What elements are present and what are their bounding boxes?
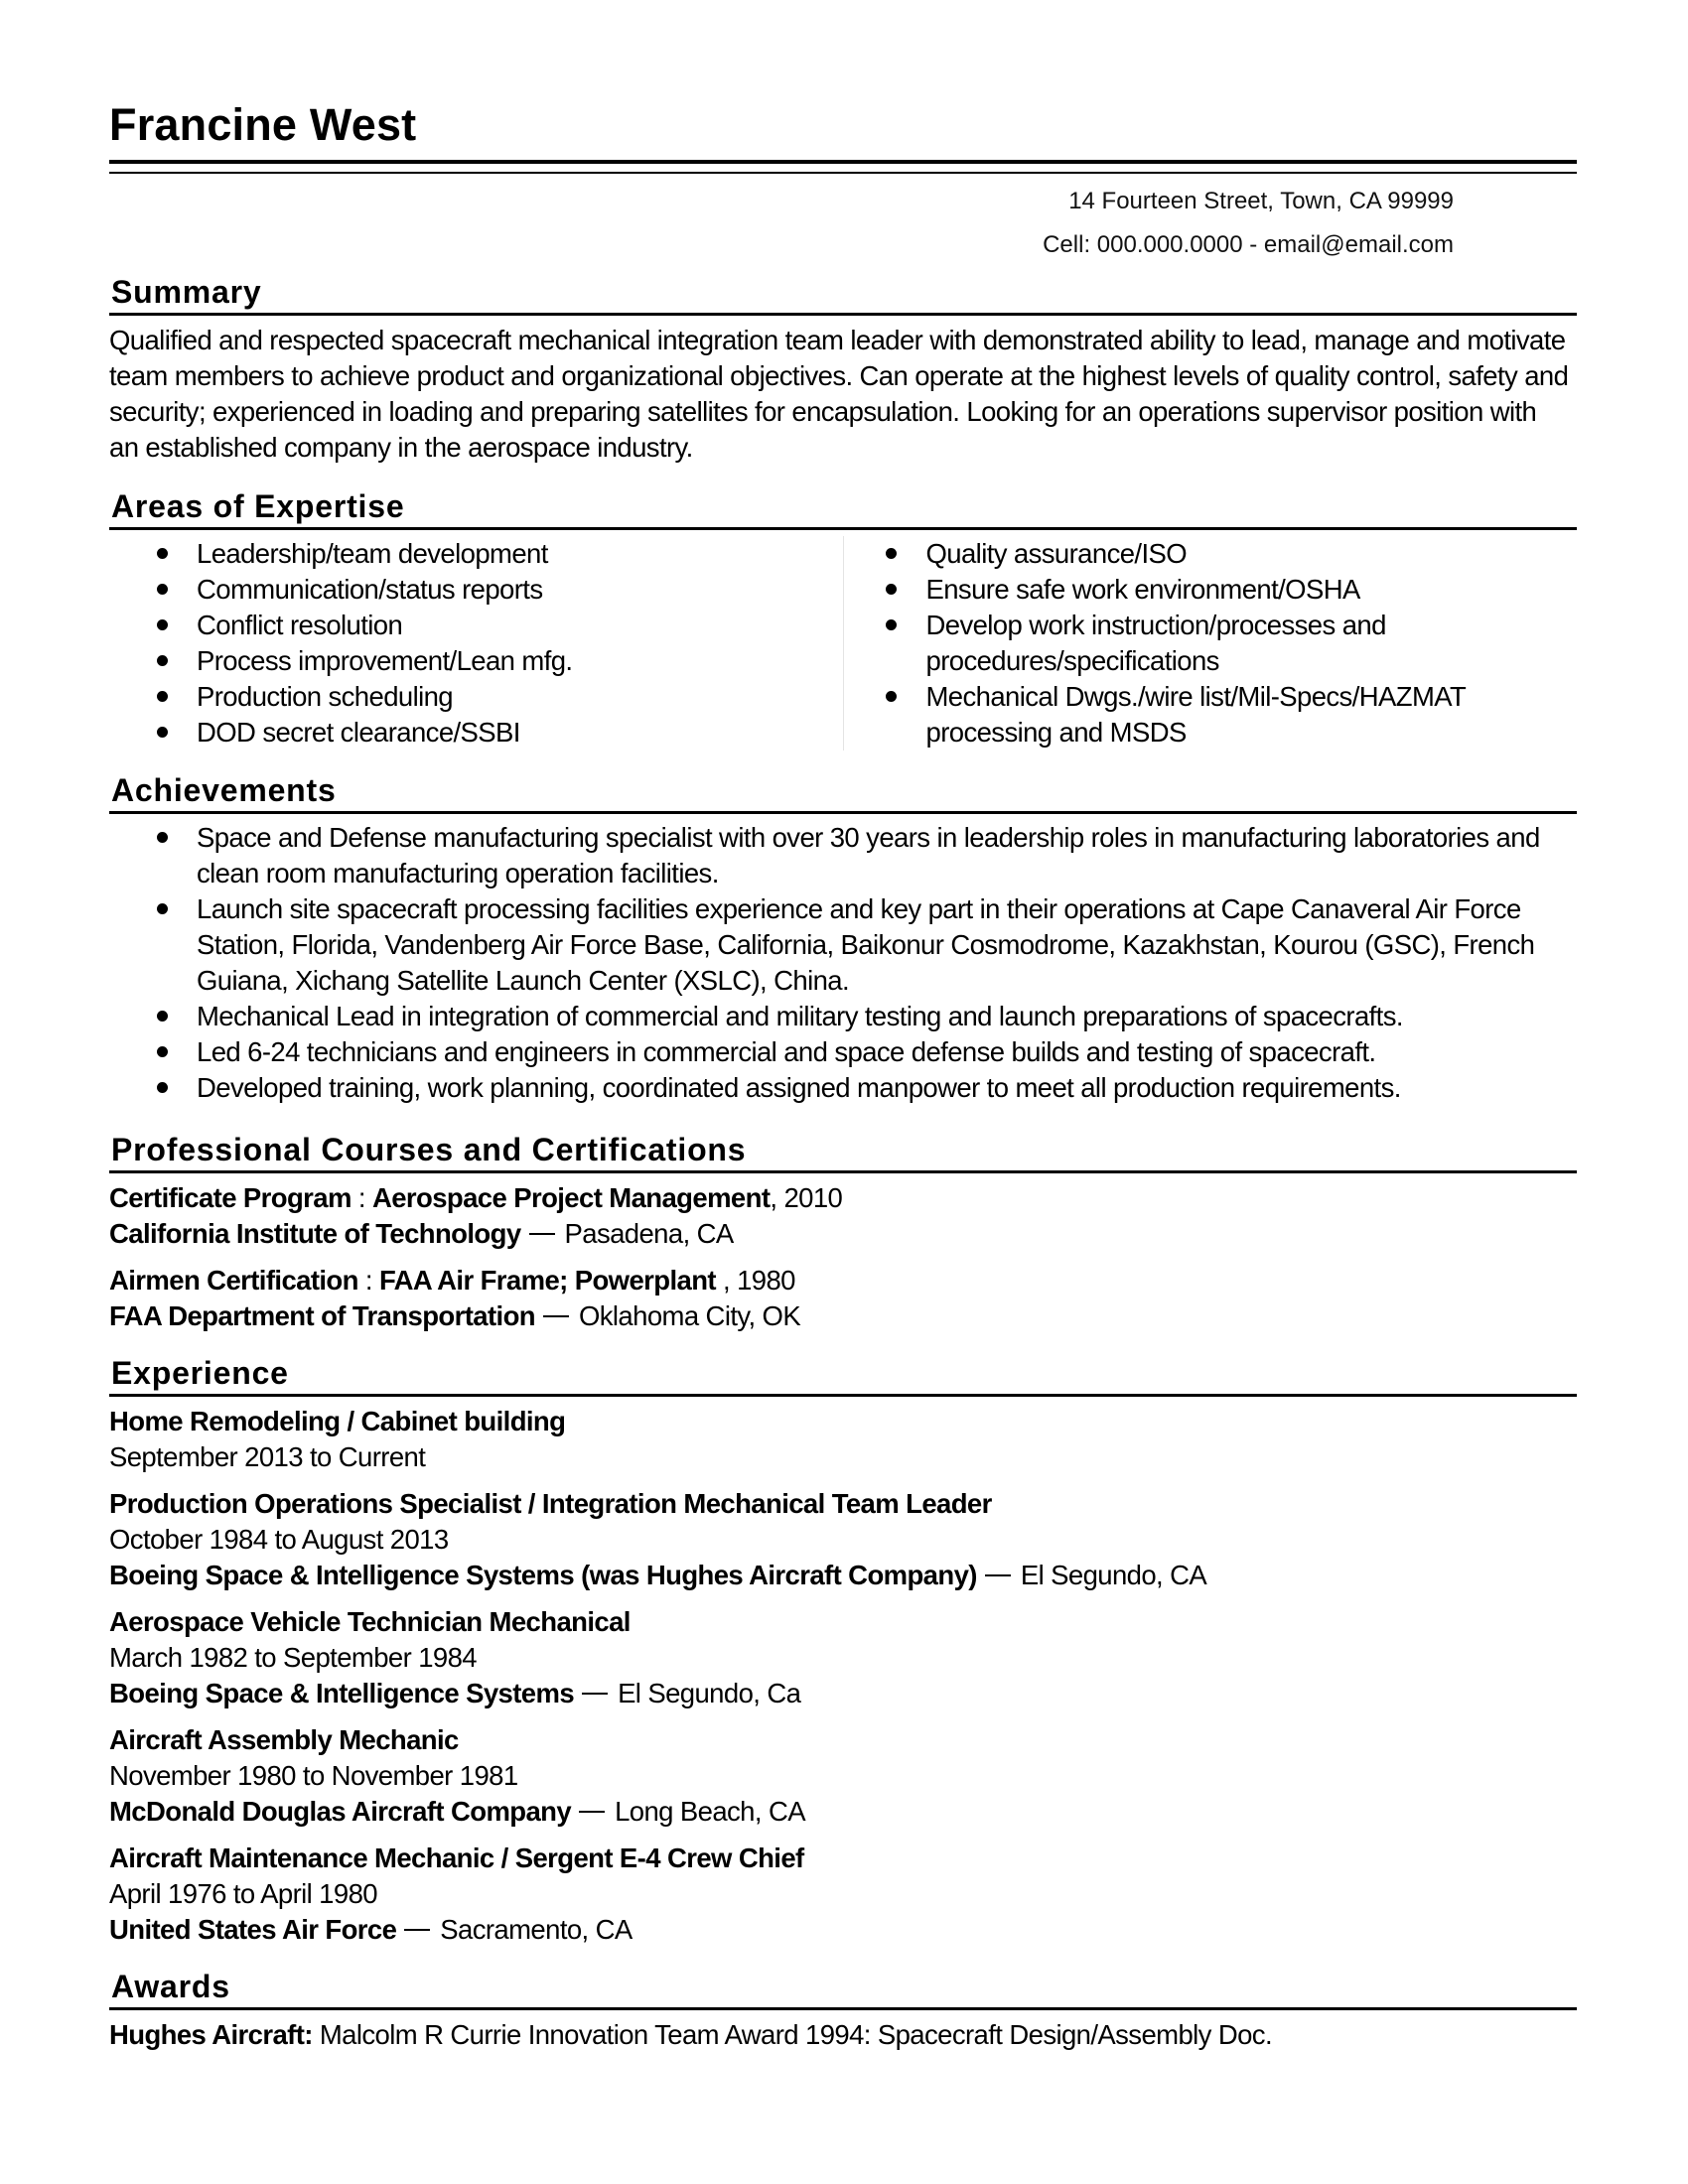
dash-icon <box>985 1574 1011 1576</box>
section-heading: Achievements <box>109 774 1577 814</box>
job-company-line: Boeing Space & Intelligence Systems (was Hughes Aircraft Company) El Segundo, CA <box>109 1560 1207 1590</box>
list-item: Ensure safe work environment/OSHA <box>844 572 1578 608</box>
expertise-right-list <box>844 536 1578 751</box>
summary-text: Qualified and respected spacecraft mechanical integration team leader with demonstrated ability to lead, manage and motivate team members to achieve product and organizational objectives. Can operate at the highest levels of quality control, safety and security; experienced in loading and preparing satellites for encapsulation. Looking for an operations supervisor position with an established company in the aerospace industry. <box>109 325 1569 463</box>
experience-section <box>109 1357 1577 1959</box>
expertise-section <box>109 490 1577 751</box>
course-line: Airmen Certification : FAA Air Frame; Powerplant , 1980 <box>109 1265 795 1296</box>
header-rule-thin <box>109 172 1577 174</box>
awards-section <box>109 1971 1577 2053</box>
list-item: Quality assurance/ISO <box>844 536 1578 572</box>
expertise-left-column <box>109 536 844 751</box>
contact-line: Cell: 000.000.0000 - email@email.com <box>1043 231 1454 258</box>
list-item: Conflict resolution <box>109 608 843 643</box>
list-item: Develop work instruction/processes and procedures/specifications <box>844 608 1578 679</box>
dash-icon <box>582 1693 608 1695</box>
job-entry <box>109 1604 1577 1711</box>
bullet-icon <box>157 548 168 559</box>
job-title: Aerospace Vehicle Technician Mechanical <box>109 1606 631 1637</box>
bullet-icon <box>886 548 897 559</box>
list-item: Developed training, work planning, coordinated assigned manpower to meet all production requirements. <box>109 1070 1573 1106</box>
course-line: Certificate Program : Aerospace Project Management, 2010 <box>109 1182 843 1213</box>
job-entry <box>109 1722 1577 1830</box>
job-dates: October 1984 to August 2013 <box>109 1524 449 1555</box>
dash-icon <box>529 1233 555 1235</box>
list-item: Led 6-24 technicians and engineers in commercial and space defense builds and testing of spacecraft. <box>109 1034 1573 1070</box>
job-entry <box>109 1486 1577 1593</box>
job-dates: April 1976 to April 1980 <box>109 1878 377 1909</box>
job-title: Production Operations Specialist / Integration Mechanical Team Leader <box>109 1488 992 1519</box>
list-item: Mechanical Lead in integration of commercial and military testing and launch preparations of spacecrafts. <box>109 999 1573 1034</box>
bullet-icon <box>886 691 897 702</box>
institution-line: FAA Department of Transportation Oklahoma City, OK <box>109 1300 801 1331</box>
job-company-line: Boeing Space & Intelligence Systems El Segundo, Ca <box>109 1678 801 1708</box>
bullet-icon <box>157 1011 168 1022</box>
expertise-columns <box>109 536 1577 751</box>
list-item: DOD secret clearance/SSBI <box>109 715 843 751</box>
summary-section <box>109 276 1577 466</box>
bullet-icon <box>157 619 168 630</box>
bullet-icon <box>886 584 897 595</box>
course-entry <box>109 1263 1577 1334</box>
section-heading: Experience <box>109 1357 1577 1397</box>
bullet-icon <box>157 1046 168 1057</box>
section-heading: Areas of Expertise <box>109 490 1577 530</box>
courses-section <box>109 1134 1577 1345</box>
job-company-line: United States Air Force Sacramento, CA <box>109 1914 633 1945</box>
bullet-icon <box>157 1082 168 1093</box>
section-heading: Professional Courses and Certifications <box>109 1134 1577 1173</box>
bullet-icon <box>157 727 168 738</box>
institution-line: California Institute of Technology Pasadena, CA <box>109 1218 734 1249</box>
job-entry <box>109 1404 1577 1475</box>
dash-icon <box>579 1811 605 1813</box>
candidate-name: Francine West <box>109 99 417 150</box>
job-dates: September 2013 to Current <box>109 1441 426 1472</box>
job-dates: March 1982 to September 1984 <box>109 1642 477 1673</box>
job-title: Aircraft Assembly Mechanic <box>109 1724 459 1755</box>
expertise-right-column <box>844 536 1578 751</box>
list-item: Production scheduling <box>109 679 843 715</box>
list-item: Leadership/team development <box>109 536 843 572</box>
achievements-list <box>109 820 1577 1106</box>
job-dates: November 1980 to November 1981 <box>109 1760 518 1791</box>
header-rule-thick <box>109 160 1577 164</box>
bullet-icon <box>157 903 168 914</box>
experience-entries <box>109 1404 1577 1948</box>
list-item: Launch site spacecraft processing facilities experience and key part in their operations at Cape Canaveral Air Force Station, Florida, Vandenberg Air Force Base, California, Baikonur Cosmodrome, Kazakhstan, Kourou (GSC), French Guiana, Xichang Satellite Launch Center (XSLC), China. <box>109 891 1573 999</box>
dash-icon <box>404 1929 430 1931</box>
course-entry <box>109 1180 1577 1252</box>
courses-entries <box>109 1180 1577 1334</box>
achievements-section <box>109 774 1577 1106</box>
bullet-icon <box>886 619 897 630</box>
address: 14 Fourteen Street, Town, CA 99999 <box>1068 188 1454 214</box>
section-heading: Summary <box>109 276 1577 316</box>
dash-icon <box>543 1315 569 1317</box>
bullet-icon <box>157 655 168 666</box>
job-title: Home Remodeling / Cabinet building <box>109 1406 566 1436</box>
section-heading: Awards <box>109 1971 1577 2010</box>
list-item: Mechanical Dwgs./wire list/Mil-Specs/HAZMAT processing and MSDS <box>844 679 1578 751</box>
bullet-icon <box>157 584 168 595</box>
list-item: Communication/status reports <box>109 572 843 608</box>
award-line: Hughes Aircraft: Malcolm R Currie Innovation Team Award 1994: Spacecraft Design/Assembly Doc. <box>109 2019 1272 2050</box>
job-entry <box>109 1841 1577 1948</box>
bullet-icon <box>157 832 168 843</box>
job-company-line: McDonald Douglas Aircraft Company Long Beach, CA <box>109 1796 805 1827</box>
list-item: Space and Defense manufacturing specialist with over 30 years in leadership roles in manufacturing laboratories and clean room manufacturing operation facilities. <box>109 820 1573 891</box>
list-item: Process improvement/Lean mfg. <box>109 643 843 679</box>
job-title: Aircraft Maintenance Mechanic / Sergent E-4 Crew Chief <box>109 1843 804 1873</box>
bullet-icon <box>157 691 168 702</box>
expertise-left-list <box>109 536 843 751</box>
